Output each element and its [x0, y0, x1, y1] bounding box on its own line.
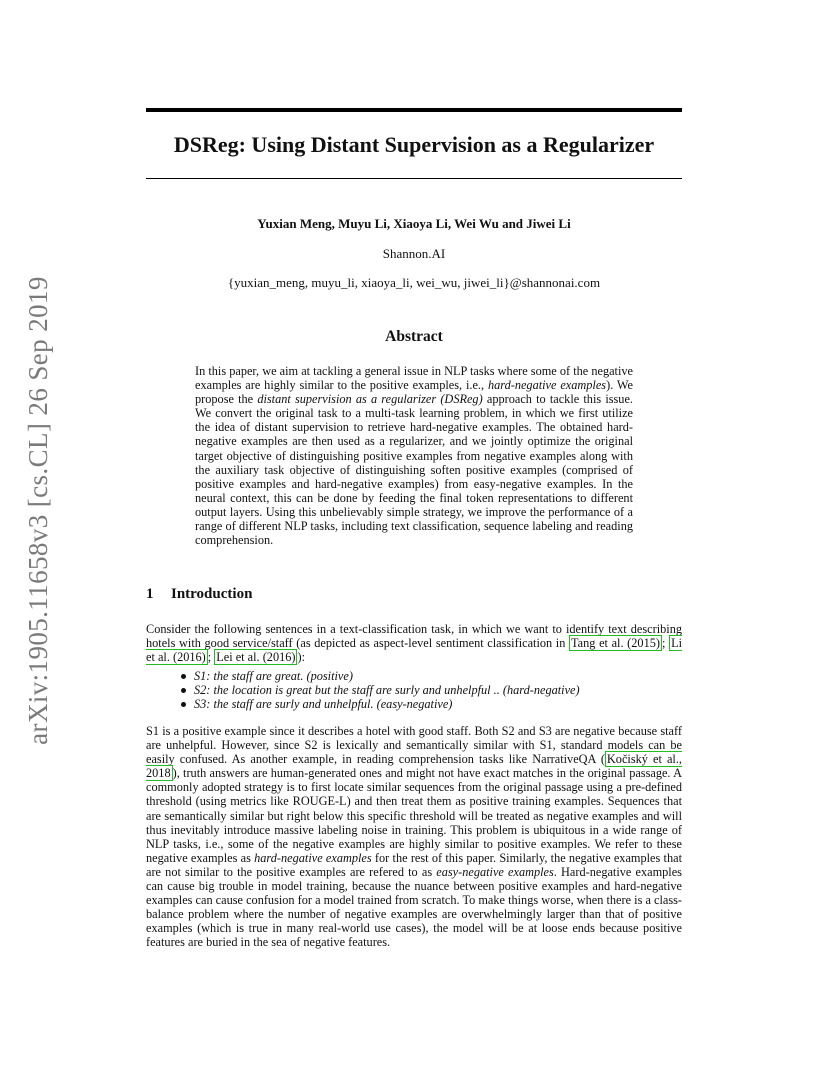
example-sentence-list	[178, 669, 678, 711]
title-rule-bottom	[146, 178, 682, 179]
list-item: S1: the staff are great. (positive)	[178, 669, 678, 683]
abstract-text-3: approach to tackle this issue. We convert the original task to a multi-task learning problem, in which we first utilize the idea of distant supervision to retrieve hard-negative examples. The obtained hard-negative examples are then used as a regularizer, and we jointly optimize the original target objective of distinguishing positive examples from negative examples along with the auxiliary task objective of distinguishing soften positive examples (comprised of positive examples and hard-negative examples) from easy-negative examples. In the neural context, this can be done by feeding the final token representations to different output layers. Using this unbelievably simple strategy, we improve the performance of a range of different NLP tasks, including text classification, sequence labeling and reading comprehension.	[195, 392, 633, 548]
section-title: Introduction	[171, 586, 253, 602]
intro-p1-end: ):	[297, 650, 305, 665]
intro-paragraph-1	[146, 622, 682, 664]
abstract-emphasis-1: hard-negative examples	[487, 378, 607, 393]
citation-link[interactable]: Kočiský et al., 2018	[146, 752, 682, 781]
abstract-emphasis-2: distant supervision as a regularizer (DSReg)	[257, 392, 483, 407]
list-item: S3: the staff are surly and unhelpful. (easy-negative)	[178, 697, 678, 711]
citation-link[interactable]: Lei et al. (2016)	[216, 650, 296, 665]
section-heading-introduction	[146, 586, 252, 603]
intro-p1-text: Consider the following sentences in a text-classification task, in which we want to identify text describing hotels with good service/staff (as depicted as aspect-level sentiment classification in	[146, 622, 682, 651]
citation-link[interactable]: Tang et al. (2015)	[571, 636, 660, 651]
title-rule-top	[146, 108, 682, 112]
intro-p2-text-2: ), truth answers are human-generated ones and might not have exact matches in the original passage. A commonly adopted strategy is to first locate similar sequences from the original passage using a pre-defined threshold (using metrics like ROUGE-L) and then treat them as positive training examples. Sequences that are semantically similar but right below this specific threshold will be treated as negative examples and will thus inevitably introduce massive labeling noise in training. This problem is ubiquitous in a wide range of NLP tasks, i.e., some of the negative examples are highly similar to positive examples. We refer to these negative examples as	[146, 766, 682, 865]
arxiv-identifier: arXiv:1905.11658v3 [cs.CL] 26 Sep 2019	[22, 275, 53, 745]
paper-title: DSReg: Using Distant Supervision as a Regularizer	[173, 132, 655, 157]
abstract-body	[195, 364, 633, 547]
intro-p2-text-4: . Hard-negative examples can cause big trouble in model training, because the nuance between positive examples and hard-negative examples can cause confusion for a model trained from scratch. To make things worse, when there is a class-balance problem where the number of negative examples are overwhelmingly larger than that of positive examples (which is true in many real-world use cases), the model will be at loose ends because positive features are buried in the sea of negative features.	[146, 864, 682, 950]
intro-p2-emphasis-2: easy-negative examples	[436, 864, 554, 879]
section-number: 1	[146, 586, 154, 602]
arxiv-sidebar	[22, 275, 54, 745]
abstract-text-2: ). We propose the	[195, 378, 633, 407]
intro-p2-emphasis-1: hard-negative examples	[254, 850, 372, 865]
abstract-text-1: In this paper, we aim at tackling a general issue in NLP tasks where some of the negative examples are highly similar to the positive examples, i.e.,	[195, 364, 633, 393]
citation-link[interactable]: Li et al. (2016)	[146, 636, 682, 665]
abstract-heading: Abstract	[385, 328, 443, 345]
author-list: Yuxian Meng, Muyu Li, Xiaoya Li, Wei Wu and Jiwei Li	[257, 216, 571, 231]
citation-separator: ;	[661, 636, 670, 651]
list-item: S2: the location is great but the staff are surly and unhelpful .. (hard-negative)	[178, 683, 678, 697]
author-emails: {yuxian_meng, muyu_li, xiaoya_li, wei_wu, jiwei_li}@shannonai.com	[227, 275, 601, 290]
affiliation: Shannon.AI	[382, 246, 446, 261]
intro-p2-text-1: S1 is a positive example since it describes a hotel with good staff. Both S2 and S3 are negative because staff are unhelpful. However, since S2 is lexically and semantically similar with S1, standard models can be easily confused. As another example, in reading comprehension tasks like NarrativeQA (	[146, 724, 682, 767]
intro-p2-text-3: for the rest of this paper. Similarly, the negative examples that are not similar to the positive examples are refered to as	[146, 850, 682, 879]
intro-paragraph-2	[146, 724, 682, 950]
citation-separator: ;	[207, 650, 215, 665]
